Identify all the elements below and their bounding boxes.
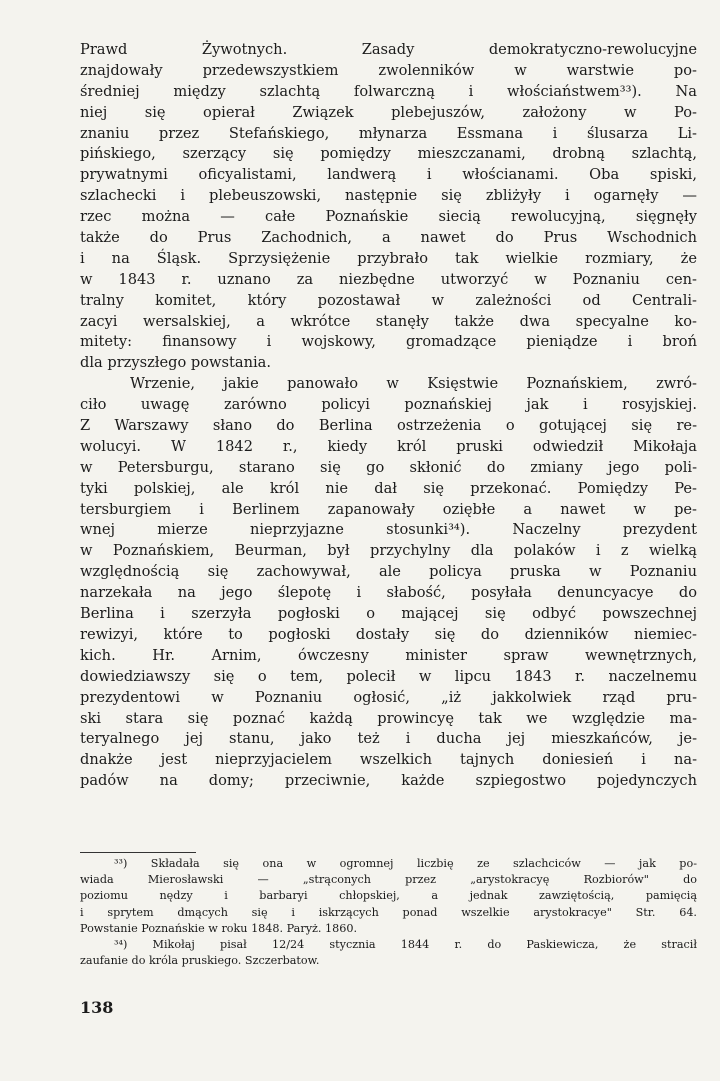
text-line: kich. Hr. Arnim, ówczesny minister spraw wewnętrznych, (80, 646, 697, 664)
text-line: dnakże jest nieprzyjacielem wszelkich tajnych doniesień i na- (80, 751, 697, 769)
text-line: tralny komitet, który pozostawał w zależności od Centrali- (80, 291, 697, 309)
text-line: Prawd Żywotnych. Zasady demokratyczno-rewolucyjne (80, 41, 697, 58)
text-line: ski stara się poznać każdą prowincyę tak we względzie ma- (80, 709, 697, 727)
text-line: Z Warszawy słano do Berlina ostrzeżenia o gotującej się re- (80, 417, 697, 435)
text-line: szlachecki i plebeuszowski, następnie się zbliżyły i ogarnęły — (80, 187, 697, 205)
text-line: tyki polskiej, ale król nie dał się przekonać. Pomiędzy Pe- (80, 479, 697, 497)
text-line: w Poznańskiem, Beurman, był przychylny dla polaków i z wielką (80, 542, 697, 560)
text-line: prywatnymi oficyalistami, landwerą i włościanami. Oba spiski, (80, 166, 697, 184)
text-line: i na Śląsk. Sprzysiężenie przybrało tak wielkie rozmiary, że (80, 249, 697, 267)
footnote-divider (80, 852, 196, 853)
text-line: dowiedziawszy się o tem, polecił w lipcu 1843 r. naczelnemu (80, 667, 697, 685)
footnotes (80, 856, 697, 969)
text-line: tersburgiem i Berlinem zapanowały oziębłe a nawet w pe- (80, 500, 697, 518)
text-line: zacyi wersalskiej, a wkrótce stanęły także dwa specyalne ko- (80, 312, 697, 330)
footnote-line: ³³) Składała się ona w ogromnej liczbię ze szlachciców — jak po- (114, 857, 697, 870)
text-line: w 1843 r. uznano za niezbędne utworzyć w Poznaniu cen- (80, 270, 697, 288)
text-line: pińskiego, szerzący się pomiędzy mieszczanami, drobną szlachtą, (80, 145, 697, 163)
text-line: Berlina i szerzyła pogłoski o mającej się odbyć powszechnej (80, 605, 697, 623)
text-line: teryalnego jej stanu, jako też i ducha jej mieszkańców, je- (80, 730, 697, 748)
text-line: rzec można — całe Poznańskie siecią rewolucyjną, sięgnęły (80, 208, 697, 226)
text-line: znajdowały przedewszystkiem zwolenników w warstwie po- (80, 61, 697, 79)
footnote-line: wiada Mierosławski — „strąconych przez „arystokracyę Rozbiorów" do (80, 873, 697, 887)
page-number: 138 (80, 998, 114, 1017)
text-line: Wrzenie, jakie panowało w Księstwie Poznańskiem, zwró- (130, 375, 697, 393)
text-line: średniej między szlachtą folwarczną i włościaństwem³³). Na (80, 82, 697, 100)
text-line: mitety: finansowy i wojskowy, gromadzące pieniądze i broń (80, 333, 697, 351)
text-line: względnością się zachowywał, ale policya pruska w Poznaniu (80, 563, 697, 581)
text-line: w Petersburgu, starano się go skłonić do zmiany jego poli- (80, 458, 697, 476)
text-line: niej się opierał Związek plebejuszów, założony w Po- (80, 103, 697, 121)
text-line: prezydentowi w Poznaniu ogłosić, „iż jakkolwiek rząd pru- (80, 688, 697, 706)
main-text (80, 40, 697, 792)
footnote-line: Powstanie Poznańskie w roku 1848. Paryż. 1860. (80, 921, 358, 935)
footnote-line: zaufanie do króla pruskiego. Szczerbatow. (80, 954, 320, 968)
text-line: znaniu przez Stefańskiego, młynarza Essmana i ślusarza Li- (80, 124, 697, 142)
text-line: wolucyi. W 1842 r., kiedy król pruski odwiedził Mikołaja (80, 437, 697, 455)
text-line: narzekała na jego ślepotę i słabość, posyłała denuncyacye do (80, 584, 697, 602)
text-line: padów na domy; przeciwnie, każde szpiegostwo pojedynczych (80, 772, 697, 790)
text-line: wnej mierze nieprzyjazne stosunki³⁴). Naczelny prezydent (80, 521, 697, 539)
footnote-line: ³⁴) Mikołaj pisał 12/24 stycznia 1844 r. do Paskiewicza, że stracił (114, 937, 697, 951)
text-line: ciło uwagę zarówno policyi poznańskiej jak i rosyjskiej. (80, 396, 697, 414)
text-line: rewizyi, które to pogłoski dostały się do dzienników niemiec- (80, 625, 697, 643)
footnote-line: i sprytem dmących się i iskrzących ponad wszelkie arystokracye" Str. 64. (80, 905, 697, 919)
text-line: dla przyszłego powstania. (80, 354, 271, 372)
footnote-line: poziomu nędzy i barbaryi chłopskiej, a jednak zawziętością, pamięcią (80, 889, 697, 903)
text-line: także do Prus Zachodnich, a nawet do Prus Wschodnich (80, 229, 697, 247)
